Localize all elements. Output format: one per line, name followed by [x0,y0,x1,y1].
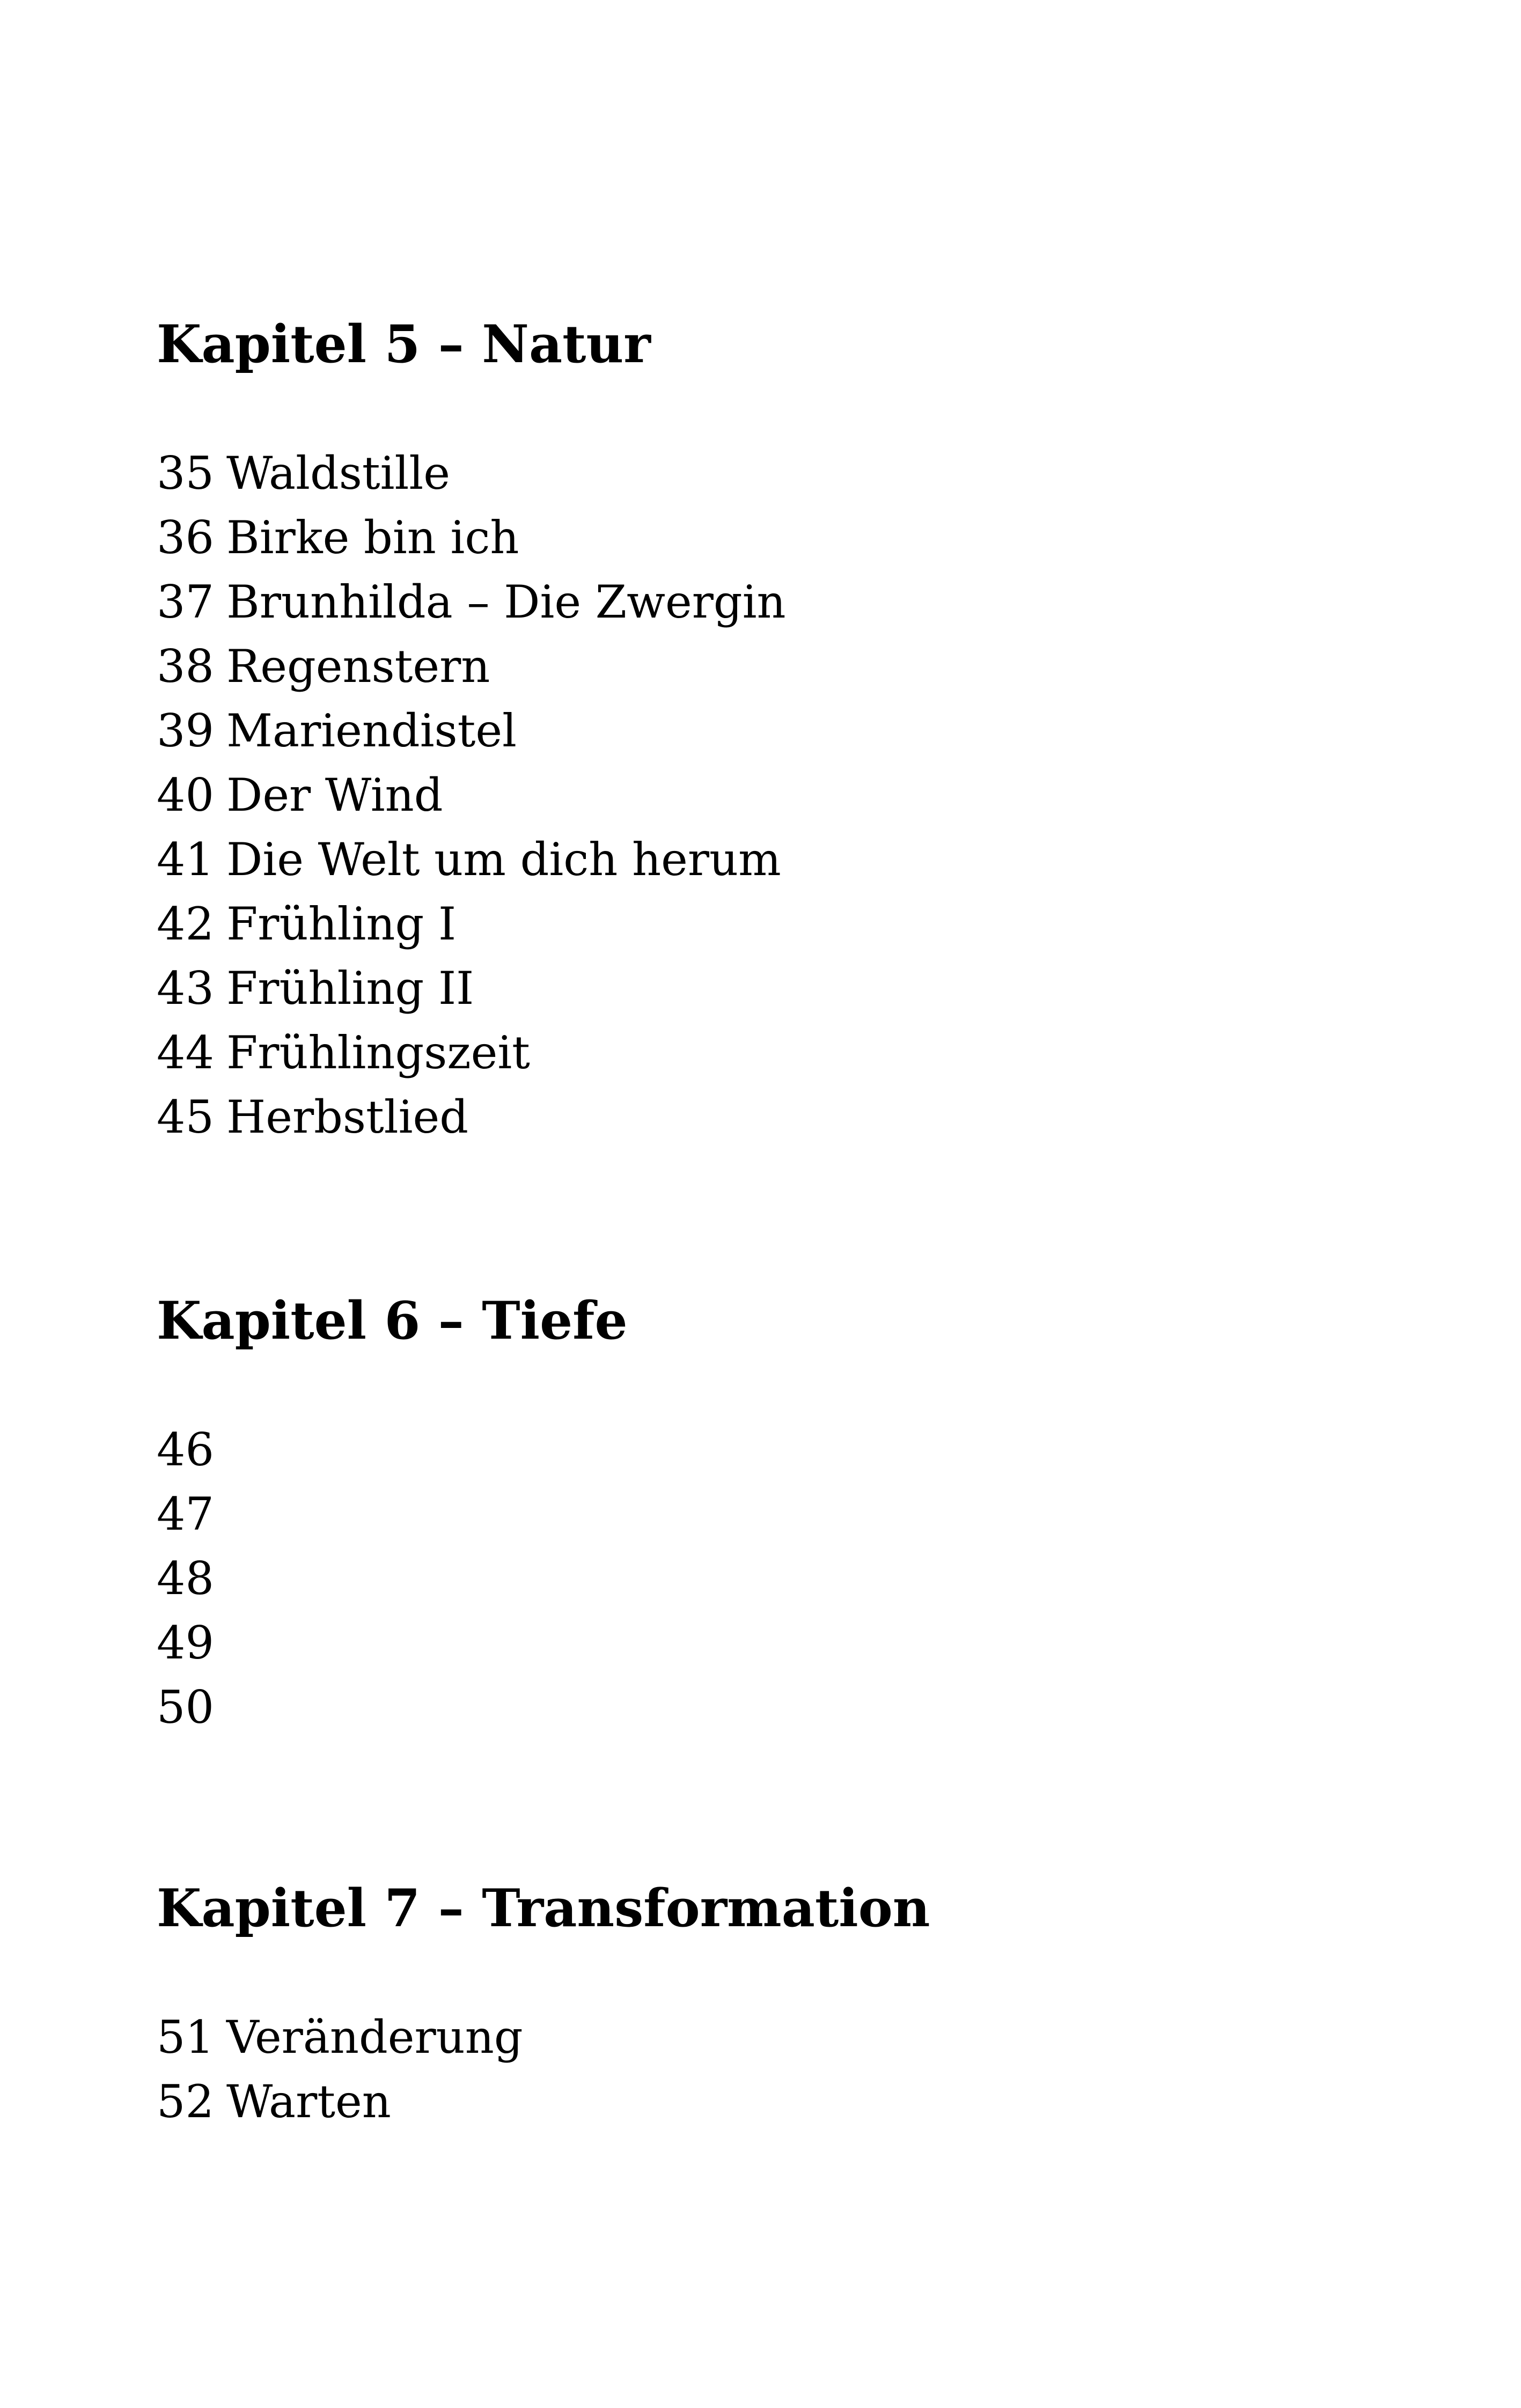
entry-title: Waldstille [226,447,450,500]
list-item [157,441,786,505]
entry-number: 37 [157,576,214,628]
entry-title: Warten [226,2075,391,2128]
entry-title: Frühling II [226,962,474,1015]
list-item [157,956,786,1021]
entry-title: Der Wind [226,769,443,821]
entry-number: 39 [157,704,214,757]
list-item [157,763,786,827]
chapter-title: Kapitel 5 – Natur [157,314,651,375]
entry-title: Brunhilda – Die Zwergin [226,576,786,628]
list-item [157,1418,226,1482]
chapter-section [157,1289,1391,1734]
list-item [157,570,786,634]
entry-title: Regenstern [226,640,490,693]
list-item [157,1675,226,1739]
entry-number: 48 [157,1552,214,1605]
list-item [157,505,786,570]
list-item [157,2005,523,2069]
entry-number: 41 [157,833,214,886]
chapter-section [157,312,1391,1143]
list-item [157,699,786,763]
entry-number: 40 [157,769,214,821]
entry-number: 49 [157,1617,214,1669]
entry-number: 46 [157,1423,214,1476]
entry-title: Birke bin ich [226,511,519,564]
chapter-section [157,1876,1391,2128]
chapter-title: Kapitel 7 – Transformation [157,1878,930,1939]
entry-number: 47 [157,1488,214,1540]
list-item [157,1021,786,1085]
entry-number: 35 [157,447,214,500]
entry-number: 43 [157,962,214,1015]
entry-list [157,1418,226,1739]
entry-number: 42 [157,898,214,950]
entry-number: 38 [157,640,214,693]
entry-title: Veränderung [226,2011,523,2064]
list-item [157,634,786,699]
entry-number: 44 [157,1026,214,1079]
entry-list [157,2005,523,2134]
entry-title: Frühlingszeit [226,1026,530,1079]
list-item [157,827,786,892]
list-item [157,1085,786,1149]
entry-list [157,441,786,1149]
list-item [157,1482,226,1546]
entry-number: 36 [157,511,214,564]
list-item [157,1611,226,1675]
entry-number: 45 [157,1091,214,1143]
entry-title: Die Welt um dich herum [226,833,781,886]
entry-number: 51 [157,2011,214,2064]
entry-title: Frühling I [226,898,457,950]
chapter-title: Kapitel 6 – Tiefe [157,1290,628,1351]
list-item [157,892,786,956]
entry-number: 50 [157,1681,214,1734]
entry-number: 52 [157,2075,214,2128]
entry-title: Mariendistel [226,704,517,757]
entry-title: Herbstlied [226,1091,468,1143]
list-item [157,1546,226,1611]
list-item [157,2069,523,2134]
